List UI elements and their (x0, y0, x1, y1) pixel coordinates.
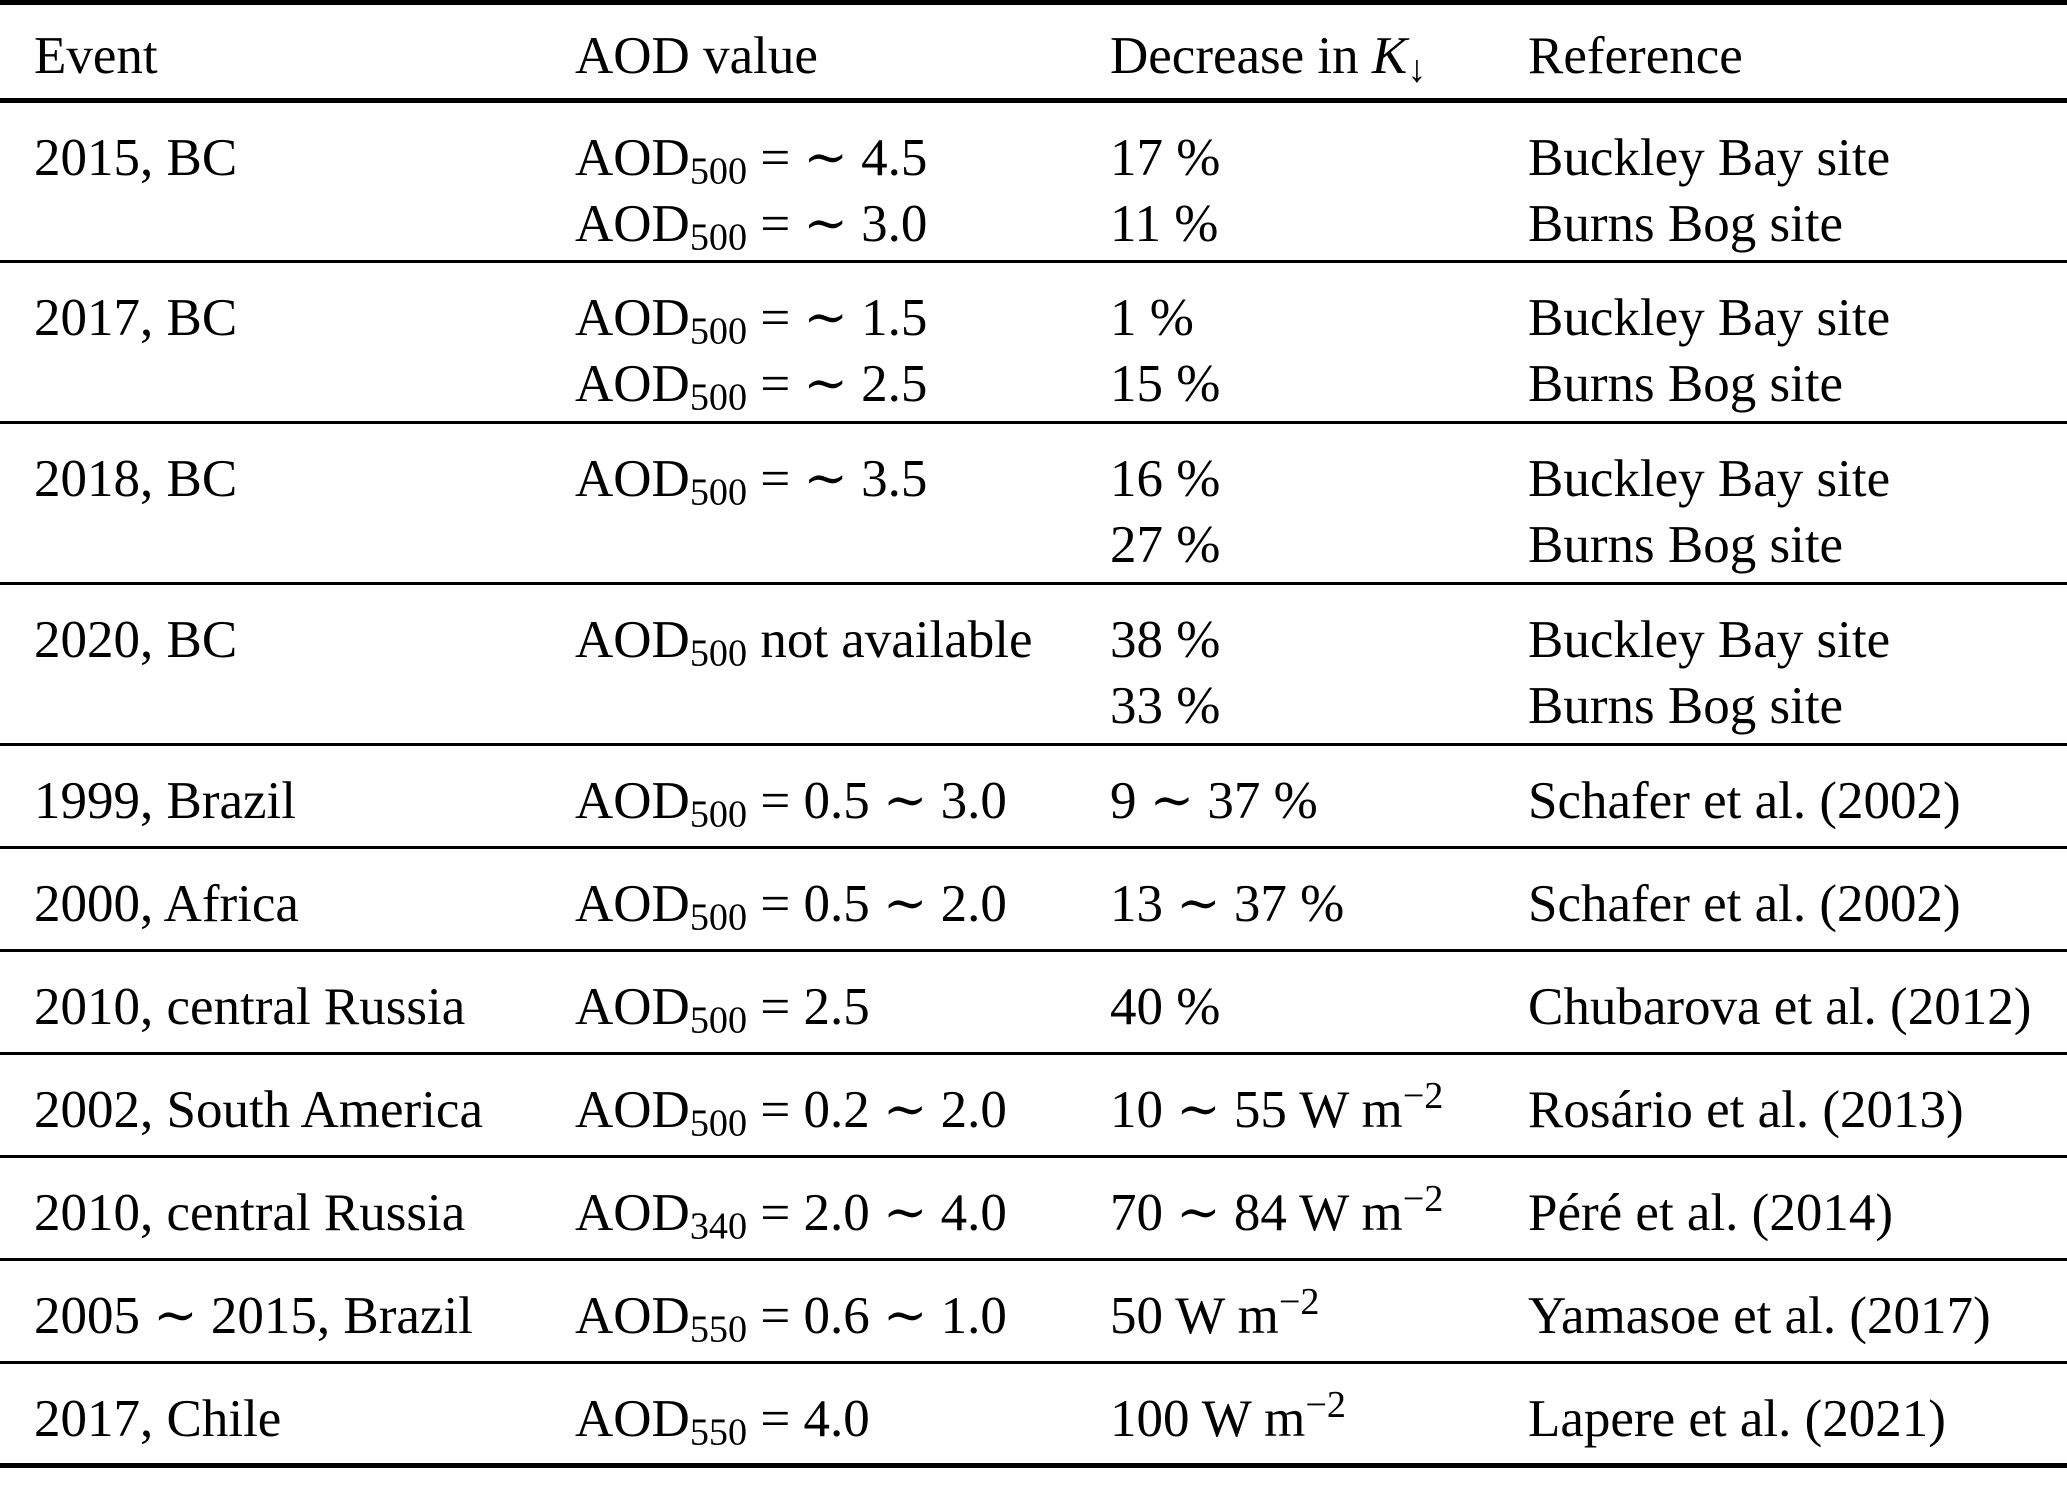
cell-line: 2000, Africa (34, 875, 299, 933)
cell-decrease (1110, 1054, 1528, 1157)
cell-line: 10 ∼ 55 W $m^{-2}$ (1110, 1074, 1444, 1139)
cell-line: Schafer et al. (2002) (1528, 772, 1961, 830)
table-row (0, 1363, 2067, 1466)
cell-reference (1528, 745, 2067, 848)
cell-reference (1528, 1363, 2067, 1466)
cell-line: Buckley Bay site (1528, 450, 1891, 508)
cell-line: $AOD_{500} = 2.5$ (575, 978, 870, 1042)
cell-aod (575, 101, 1110, 262)
table-row (0, 584, 2067, 745)
column-header-decrease (1110, 3, 1528, 101)
cell-line: Rosário et al. (2013) (1528, 1081, 1964, 1139)
cell-line: 2015, BC (34, 129, 238, 187)
cell-line: Lapere et al. (2021) (1528, 1390, 1946, 1448)
cell-aod (575, 423, 1110, 584)
subscript-text: 550 (689, 1411, 748, 1454)
cell-decrease (1110, 1260, 1528, 1363)
cell-reference (1528, 1260, 2067, 1363)
cell-line: 2002, South America (34, 1081, 483, 1139)
subscript-text: 500 (689, 999, 748, 1042)
cell-event (0, 1054, 575, 1157)
cell-line: 2017, BC (34, 289, 238, 347)
supscript-text: −2 (1278, 1280, 1320, 1323)
cell-line: 13 ∼ 37 % (1110, 875, 1345, 933)
cell-line: 2017, Chile (34, 1390, 282, 1448)
cell-line: 40 % (1110, 978, 1221, 1036)
cell-event (0, 1363, 575, 1466)
cell-reference (1528, 423, 2067, 584)
table-header-row (0, 3, 2067, 101)
column-header-label: AOD value (575, 27, 818, 85)
cell-line: Burns Bog site (1528, 355, 1844, 413)
cell-aod (575, 745, 1110, 848)
cell-decrease (1110, 584, 1528, 745)
subscript-text: 500 (689, 896, 748, 939)
cell-event (0, 1260, 575, 1363)
cell-line: 2005 ∼ 2015, Brazil (34, 1287, 473, 1345)
cell-line: Buckley Bay site (1528, 289, 1891, 347)
cell-event (0, 423, 575, 584)
cell-event (0, 101, 575, 262)
cell-decrease (1110, 423, 1528, 584)
table-row (0, 423, 2067, 584)
cell-line: $AOD_{500} = 0.5$ ∼ 2.0 (575, 875, 1007, 939)
cell-line: $AOD_{500}$ = ∼ 2.5 (575, 355, 928, 419)
table-row (0, 1260, 2067, 1363)
cell-line: $AOD_{500}$ not available (575, 611, 1033, 675)
cell-reference (1528, 951, 2067, 1054)
cell-aod (575, 262, 1110, 423)
subscript-text: 500 (689, 793, 748, 836)
table-body (0, 101, 2067, 1466)
cell-line: 15 % (1110, 355, 1221, 413)
supscript-text: −2 (1305, 1383, 1346, 1426)
cell-line: Burns Bog site (1528, 195, 1844, 253)
cell-line: 16 % (1110, 450, 1221, 508)
cell-line: Chubarova et al. (2012) (1528, 978, 2032, 1036)
subscript-text: 500 (689, 150, 748, 193)
cell-reference (1528, 1054, 2067, 1157)
column-header-label: Decrease in $K_↓$ (1110, 27, 1427, 91)
cell-line: 27 % (1110, 516, 1221, 574)
cell-line: 1 % (1110, 289, 1194, 347)
cell-line: 33 % (1110, 677, 1221, 735)
cell-line: $AOD_{500}$ = ∼ 3.5 (575, 450, 928, 514)
table-row (0, 848, 2067, 951)
cell-line: Yamasoe et al. (2017) (1528, 1287, 1991, 1345)
cell-line: 38 % (1110, 611, 1221, 669)
cell-decrease (1110, 101, 1528, 262)
table-row (0, 1054, 2067, 1157)
supscript-text: −2 (1402, 1177, 1444, 1220)
cell-line: Burns Bog site (1528, 516, 1844, 574)
supscript-text: −2 (1402, 1074, 1444, 1117)
table-row (0, 745, 2067, 848)
cell-reference (1528, 584, 2067, 745)
cell-line: 100 W $m^{-2}$ (1110, 1383, 1346, 1448)
column-header-reference (1528, 3, 2067, 101)
cell-line: Schafer et al. (2002) (1528, 875, 1961, 933)
cell-line: 2010, central Russia (34, 978, 466, 1036)
cell-line: $AOD_{340} = 2.0$ ∼ 4.0 (575, 1184, 1007, 1248)
table-row (0, 101, 2067, 262)
table-header (0, 3, 2067, 101)
cell-line: 17 % (1110, 129, 1221, 187)
cell-line: 2018, BC (34, 450, 238, 508)
cell-aod (575, 584, 1110, 745)
subscript-text: 550 (689, 1308, 748, 1351)
cell-line: $AOD_{500}$ = ∼ 3.0 (575, 195, 928, 259)
cell-line: 2020, BC (34, 611, 238, 669)
cell-decrease (1110, 262, 1528, 423)
subscript-text: 500 (689, 471, 748, 514)
cell-aod (575, 1157, 1110, 1260)
subscript-text: 500 (689, 632, 748, 675)
cell-aod (575, 951, 1110, 1054)
cell-line: 1999, Brazil (34, 772, 296, 830)
cell-decrease (1110, 1363, 1528, 1466)
cell-reference (1528, 101, 2067, 262)
subscript-text: 500 (689, 216, 748, 259)
cell-decrease (1110, 1157, 1528, 1260)
subscript-text: ↓ (1407, 48, 1427, 91)
cell-line: $AOD_{550} = 0.6$ ∼ 1.0 (575, 1287, 1007, 1351)
cell-event (0, 1157, 575, 1260)
cell-decrease (1110, 745, 1528, 848)
cell-line: 50 W $m^{-2}$ (1110, 1280, 1320, 1345)
cell-event (0, 262, 575, 423)
cell-line: $AOD_{500} = 0.2$ ∼ 2.0 (575, 1081, 1007, 1145)
subscript-text: 500 (689, 310, 748, 353)
cell-event (0, 745, 575, 848)
cell-line: 9 ∼ 37 % (1110, 772, 1318, 830)
column-header-event (0, 3, 575, 101)
cell-line: $AOD_{550} = 4.0$ (575, 1390, 870, 1454)
cell-line: 70 ∼ 84 W $m^{-2}$ (1110, 1177, 1444, 1242)
subscript-text: 340 (689, 1205, 748, 1248)
cell-line: Buckley Bay site (1528, 611, 1891, 669)
table-row (0, 1157, 2067, 1260)
cell-line: $AOD_{500}$ = ∼ 1.5 (575, 289, 928, 353)
cell-aod (575, 1363, 1110, 1466)
cell-line: Burns Bog site (1528, 677, 1844, 735)
column-header-label: Reference (1528, 27, 1743, 85)
cell-line: $AOD_{500}$ = ∼ 4.5 (575, 129, 928, 193)
cell-reference (1528, 262, 2067, 423)
cell-decrease (1110, 848, 1528, 951)
cell-line: 11 % (1110, 195, 1219, 253)
column-header-label: Event (34, 27, 158, 85)
subscript-text: 500 (689, 1102, 748, 1145)
cell-line: Péré et al. (2014) (1528, 1184, 1893, 1242)
cell-reference (1528, 848, 2067, 951)
cell-reference (1528, 1157, 2067, 1260)
cell-aod (575, 1054, 1110, 1157)
cell-line: 2010, central Russia (34, 1184, 466, 1242)
table-row (0, 262, 2067, 423)
column-header-aod (575, 3, 1110, 101)
cell-aod (575, 1260, 1110, 1363)
table-row (0, 951, 2067, 1054)
cell-aod (575, 848, 1110, 951)
cell-line: $AOD_{500} = 0.5$ ∼ 3.0 (575, 772, 1007, 836)
cell-decrease (1110, 951, 1528, 1054)
cell-line: Buckley Bay site (1528, 129, 1891, 187)
italic-symbol: K (1371, 27, 1408, 85)
cell-event (0, 848, 575, 951)
cell-event (0, 951, 575, 1054)
cell-event (0, 584, 575, 745)
subscript-text: 500 (689, 376, 748, 419)
